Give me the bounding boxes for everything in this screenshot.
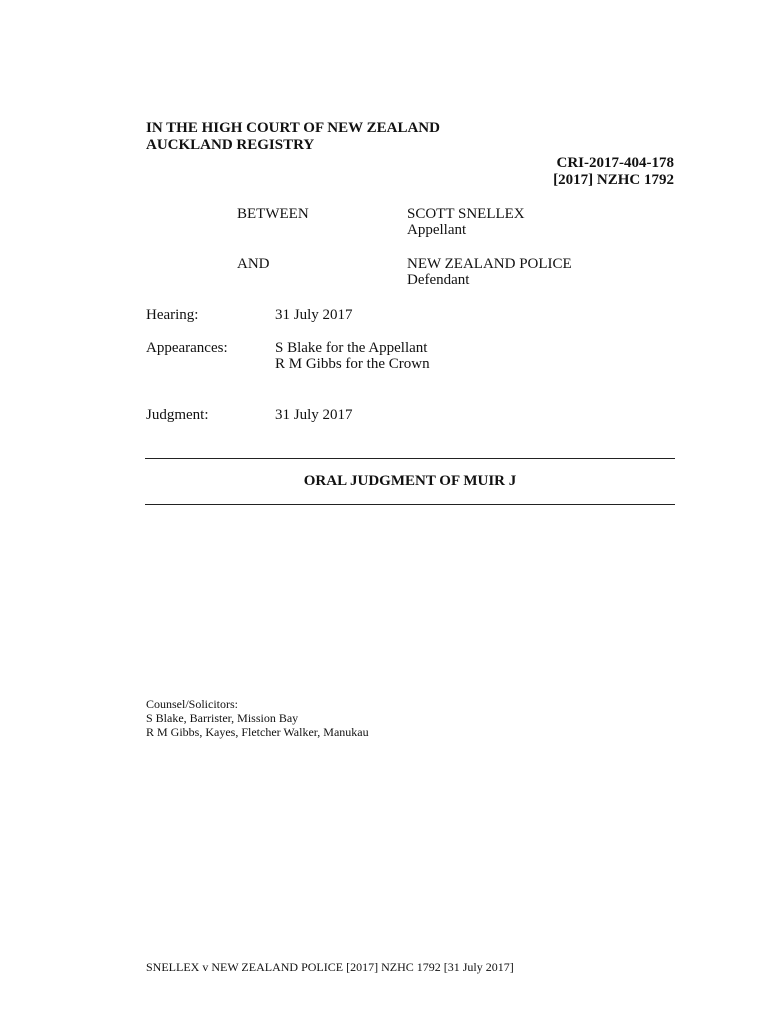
and-label: AND: [237, 256, 270, 272]
hearing-label: Hearing:: [146, 307, 199, 323]
bottom-divider: [145, 504, 675, 505]
defendant-role: Defendant: [407, 272, 470, 288]
appearance-appellant: S Blake for the Appellant: [275, 340, 428, 356]
case-number: CRI-2017-404-178: [556, 155, 674, 171]
counsel-appellant: S Blake, Barrister, Mission Bay: [146, 711, 299, 725]
defendant-name: NEW ZEALAND POLICE: [407, 256, 572, 272]
court-name: IN THE HIGH COURT OF NEW ZEALAND: [146, 120, 440, 136]
judgment-heading: ORAL JUDGMENT OF MUIR J: [303, 473, 517, 489]
page-footer: SNELLEX v NEW ZEALAND POLICE [2017] NZHC 1792 [31 July 2017]: [146, 960, 514, 974]
appellant-role: Appellant: [407, 222, 467, 238]
appearances-label: Appearances:: [146, 340, 228, 356]
registry-name: AUCKLAND REGISTRY: [146, 137, 315, 153]
counsel-label: Counsel/Solicitors:: [146, 697, 239, 711]
counsel-crown: R M Gibbs, Kayes, Fletcher Walker, Manukau: [146, 725, 369, 739]
appearance-crown: R M Gibbs for the Crown: [275, 356, 430, 372]
appellant-name: SCOTT SNELLEX: [407, 206, 525, 222]
judgment-label: Judgment:: [146, 407, 209, 423]
hearing-date: 31 July 2017: [275, 307, 353, 323]
top-divider: [145, 458, 675, 459]
between-label: BETWEEN: [237, 206, 309, 222]
neutral-citation: [2017] NZHC 1792: [553, 172, 674, 188]
judgment-date: 31 July 2017: [275, 407, 353, 423]
